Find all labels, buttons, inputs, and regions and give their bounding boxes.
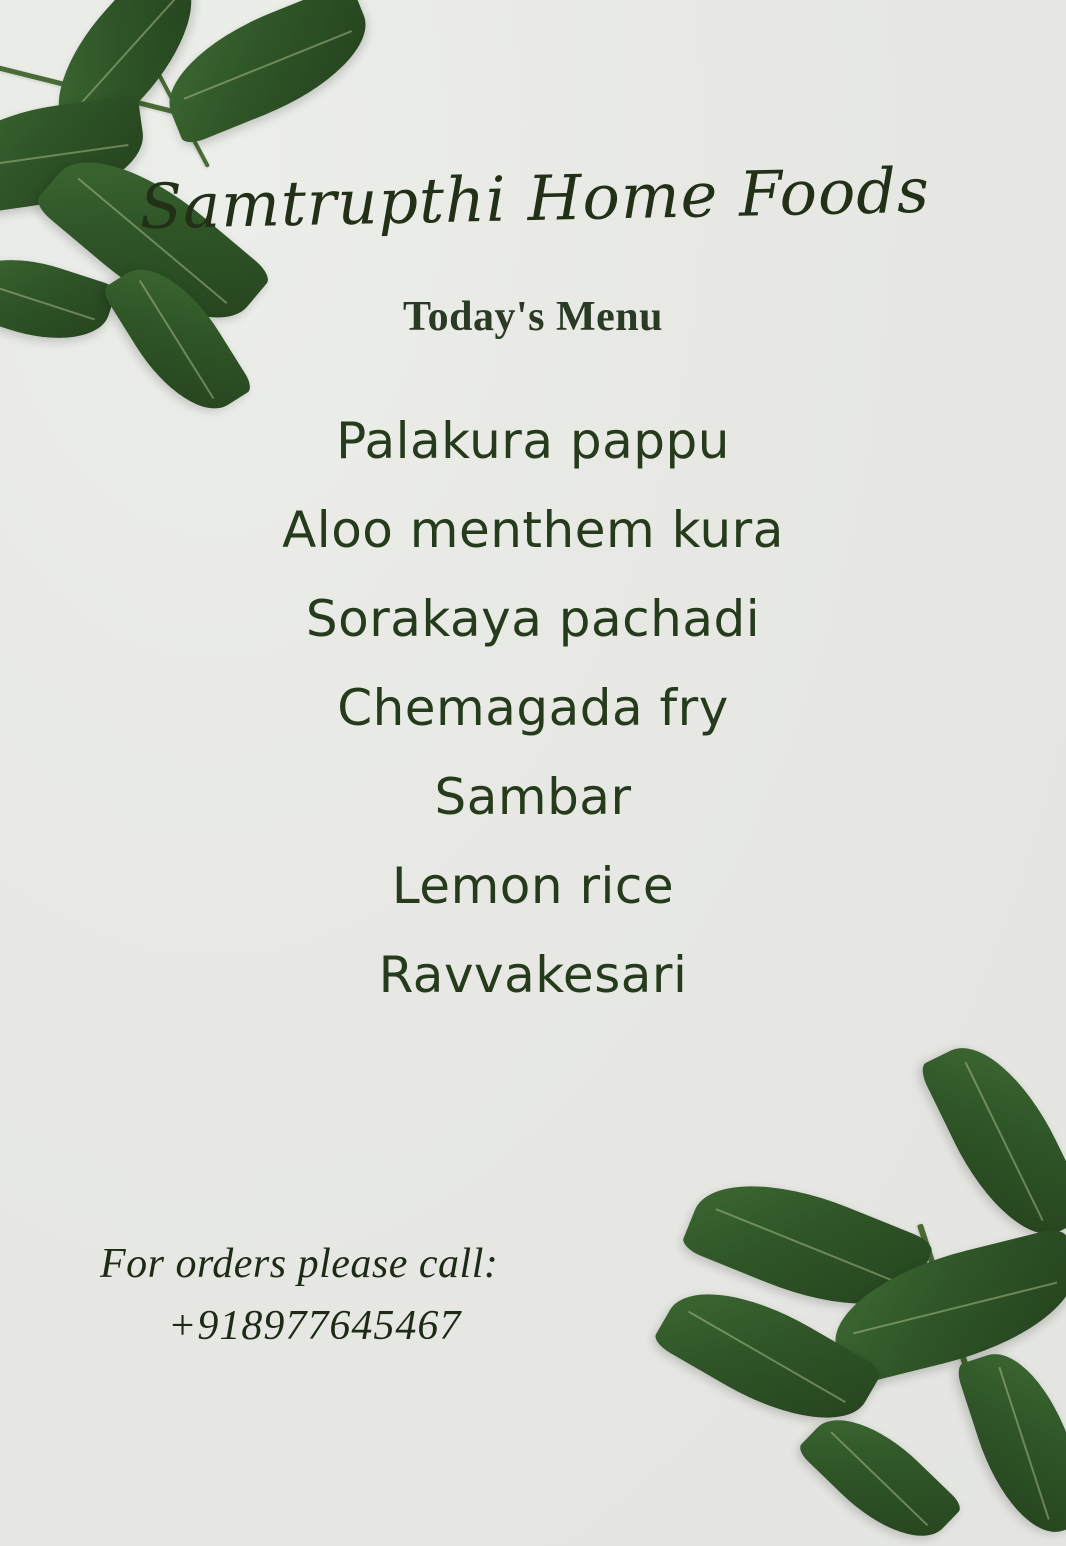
menu-subtitle: Today's Menu xyxy=(402,294,664,340)
list-item: Lemon rice xyxy=(391,857,675,915)
leaf-icon xyxy=(918,1026,1066,1255)
list-item: Aloo menthem kura xyxy=(282,501,784,559)
list-item: Ravvakesari xyxy=(378,946,688,1004)
menu-list xyxy=(0,341,1066,1020)
order-call-label: For orders please call: xyxy=(100,1241,499,1287)
list-item: Sambar xyxy=(434,768,632,826)
leaf-icon xyxy=(955,1339,1066,1546)
order-contact-block xyxy=(100,1240,498,1350)
list-item: Sorakaya pachadi xyxy=(305,590,761,648)
list-item: Chemagada fry xyxy=(337,679,729,737)
order-phone-number: +918977645467 xyxy=(168,1303,462,1349)
list-item: Palakura pappu xyxy=(336,412,730,470)
brand-title: Samtrupthi Home Foods xyxy=(138,153,931,244)
